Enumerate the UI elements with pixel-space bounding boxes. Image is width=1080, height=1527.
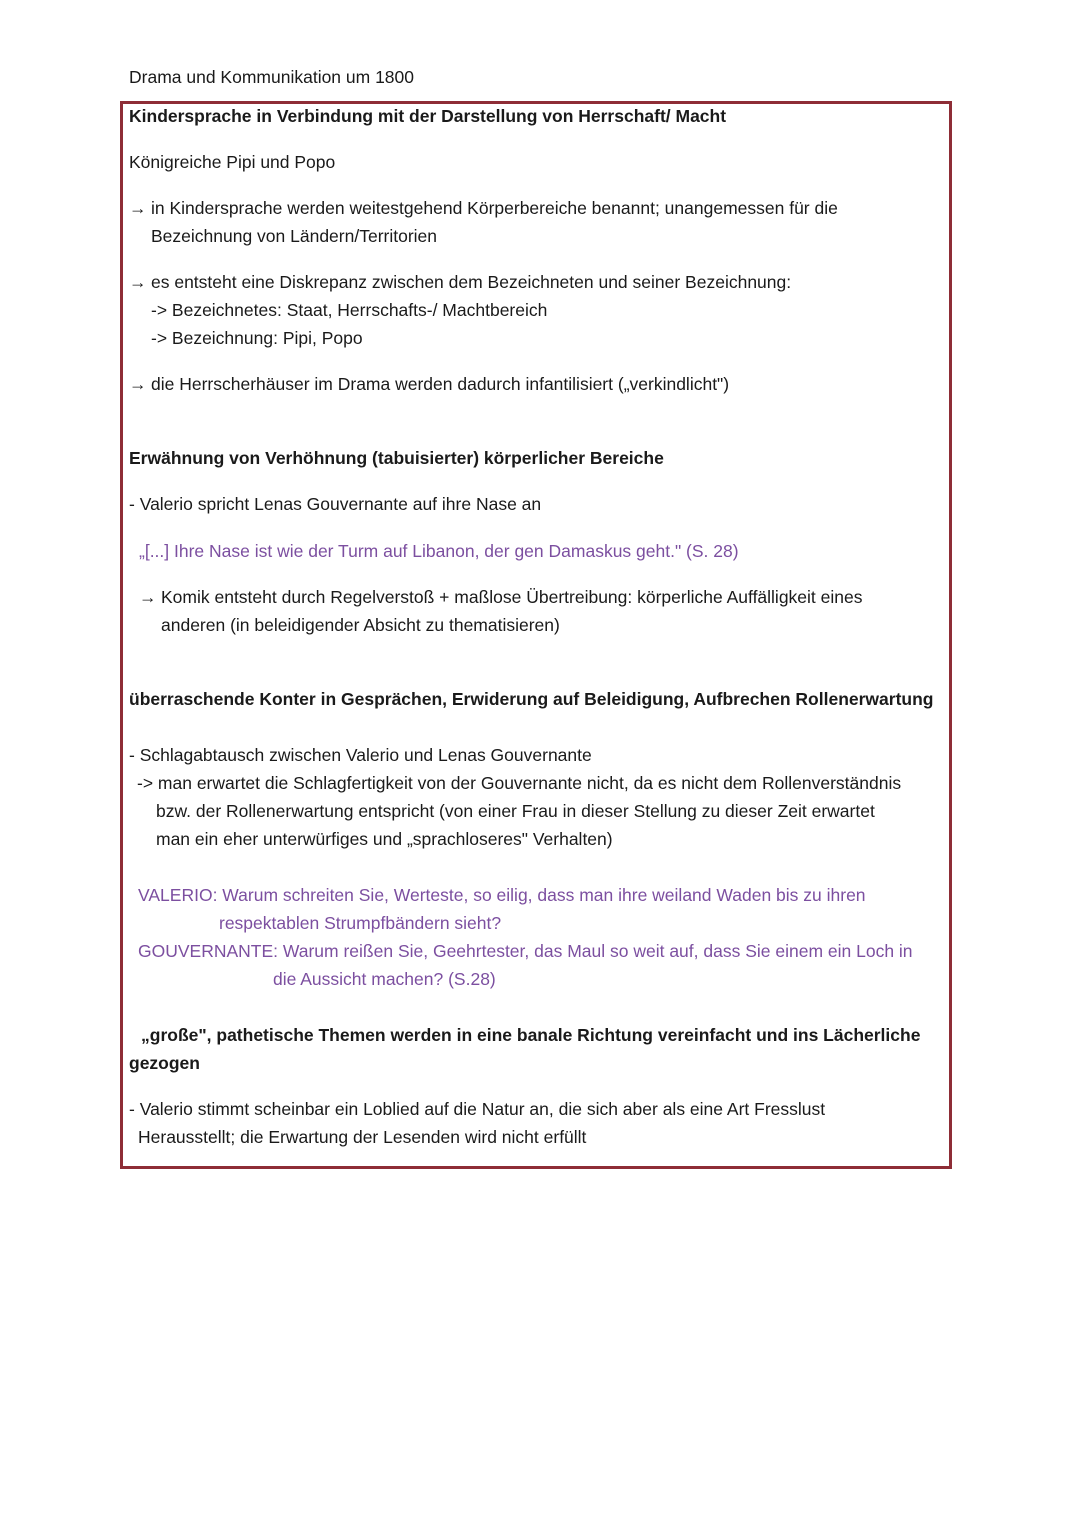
arrow-point-text: es entsteht eine Diskrepanz zwischen dem Bezeichneten und seiner Bezeichnung: bbox=[151, 272, 792, 292]
section-heading: „große", pathetische Themen werden in eine banale Richtung vereinfacht und ins Lächerliche bbox=[141, 1025, 921, 1045]
arrow-right-icon: → bbox=[129, 198, 147, 218]
arrow-point-continuation: anderen (in beleidigender Absicht zu thematisieren) bbox=[161, 615, 560, 635]
sub-point: -> man erwartet die Schlagfertigkeit von der Gouvernante nicht, da es nicht dem Rollenverständnis bbox=[137, 773, 902, 793]
arrow-point-text: Komik entsteht durch Regelverstoß + maßlose Übertreibung: körperliche Auffälligkeit eines bbox=[161, 587, 863, 607]
arrow-right-icon: → bbox=[139, 587, 157, 607]
sub-point: -> Bezeichnung: Pipi, Popo bbox=[151, 328, 363, 348]
arrow-right-icon: → bbox=[129, 374, 147, 394]
arrow-point bbox=[139, 586, 863, 608]
page-title: Drama und Kommunikation um 1800 bbox=[129, 67, 415, 87]
bullet-point: - Valerio stimmt scheinbar ein Loblied auf die Natur an, die sich aber als eine Art Fresslust bbox=[129, 1099, 826, 1119]
section-heading-continuation: gezogen bbox=[129, 1053, 200, 1073]
dialogue-line-valerio: VALERIO: Warum schreiten Sie, Werteste, so eilig, dass man ihre weiland Waden bis zu ihren bbox=[138, 885, 866, 905]
quote: „[...] Ihre Nase ist wie der Turm auf Libanon, der gen Damaskus geht." (S. 28) bbox=[139, 541, 739, 561]
arrow-point-text: in Kindersprache werden weitestgehend Körperbereiche benannt; unangemessen für die bbox=[151, 198, 838, 218]
bullet-point: - Valerio spricht Lenas Gouvernante auf ihre Nase an bbox=[129, 494, 542, 514]
arrow-point bbox=[129, 373, 729, 395]
arrow-point bbox=[129, 197, 838, 219]
arrow-point-continuation: Bezeichnung von Ländern/Territorien bbox=[151, 226, 438, 246]
section-heading: Erwähnung von Verhöhnung (tabuisierter) körperlicher Bereiche bbox=[129, 448, 664, 468]
section-heading: überraschende Konter in Gesprächen, Erwiderung auf Beleidigung, Aufbrechen Rollenerwartung bbox=[129, 689, 934, 709]
sub-point-continuation: bzw. der Rollenerwartung entspricht (von einer Frau in dieser Stellung zu dieser Zeit erwartet bbox=[156, 801, 875, 821]
arrow-right-icon: → bbox=[129, 272, 147, 292]
section-subtitle: Königreiche Pipi und Popo bbox=[129, 152, 336, 172]
bullet-point: - Schlagabtausch zwischen Valerio und Lenas Gouvernante bbox=[129, 745, 592, 765]
dialogue-line-gouvernante: GOUVERNANTE: Warum reißen Sie, Geehrtester, das Maul so weit auf, dass Sie einem ein Loch in bbox=[138, 941, 913, 961]
dialogue-line-gouvernante-continuation: die Aussicht machen? (S.28) bbox=[273, 969, 496, 989]
bullet-point-continuation: Herausstellt; die Erwartung der Lesenden wird nicht erfüllt bbox=[138, 1127, 587, 1147]
sub-point: -> Bezeichnetes: Staat, Herrschafts-/ Machtbereich bbox=[151, 300, 548, 320]
arrow-point-text: die Herrscherhäuser im Drama werden dadurch infantilisiert („verkindlicht") bbox=[151, 374, 730, 394]
sub-point-continuation: man ein eher unterwürfiges und „sprachloseres" Verhalten) bbox=[156, 829, 613, 849]
arrow-point bbox=[129, 271, 791, 293]
section-heading: Kindersprache in Verbindung mit der Darstellung von Herrschaft/ Macht bbox=[129, 106, 727, 126]
dialogue-line-valerio-continuation: respektablen Strumpfbändern sieht? bbox=[219, 913, 502, 933]
